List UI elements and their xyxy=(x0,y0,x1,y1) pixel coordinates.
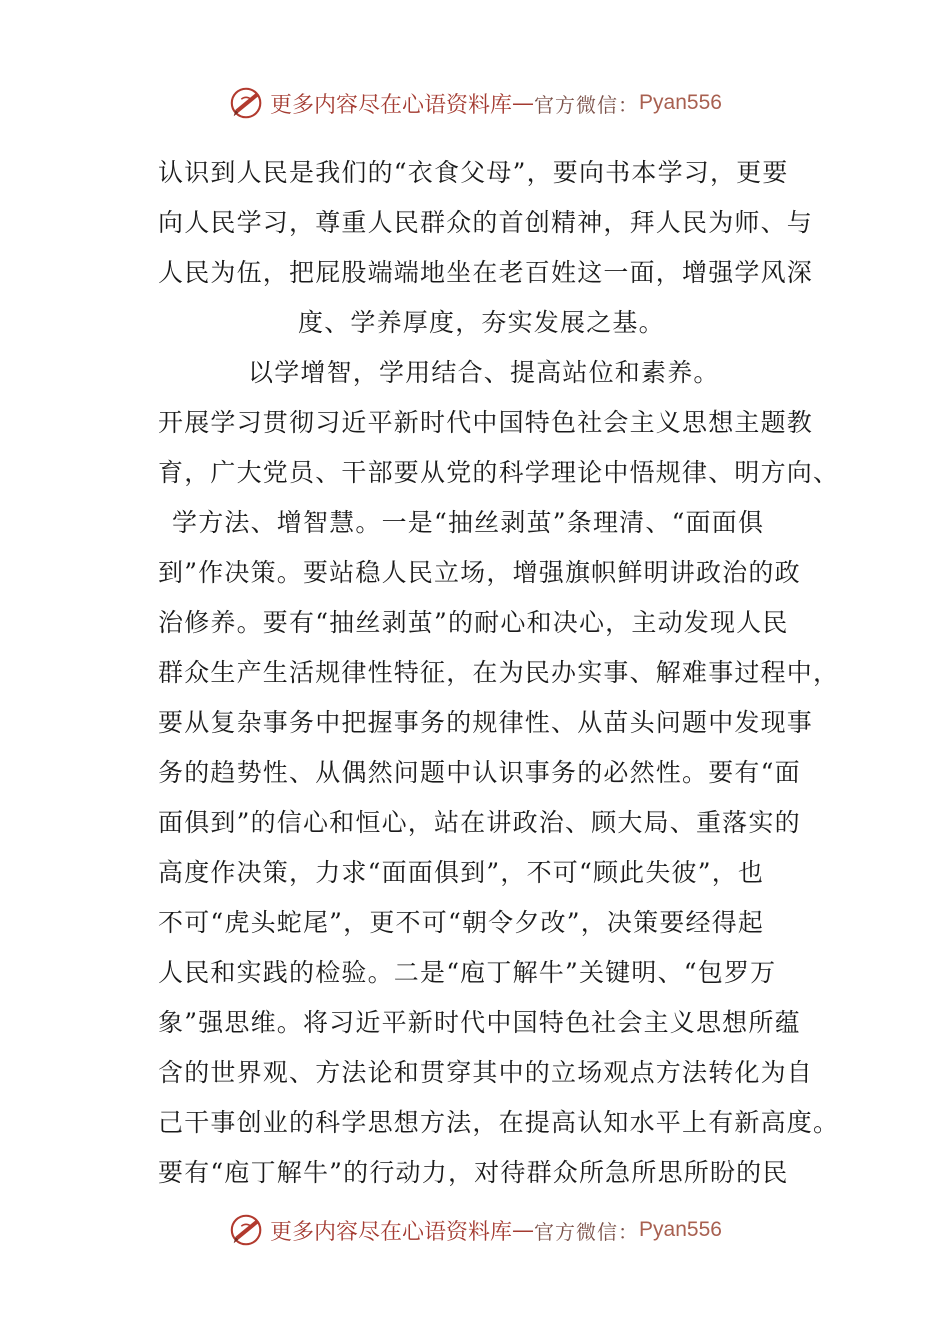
banner-office-label: 官方微信： xyxy=(534,92,640,117)
body-line: 开展学习贯彻习近平新时代中国特色社会主义思想主题教 xyxy=(158,408,814,437)
banner-wechat-id: Pyan556 xyxy=(639,91,722,114)
body-line: 人民和实践的检验。二是“庖丁解牛”关键明、“包罗万 xyxy=(158,958,777,987)
body-line: 到”作决策。要站稳人民立场，增强旗帜鲜明讲政治的政 xyxy=(158,558,801,587)
body-line: 高度作决策，力求“面面俱到”，不可“顾此失彼”，也 xyxy=(158,858,765,887)
banner-office-label: 官方微信： xyxy=(534,1219,640,1244)
body-line: 群众生产生活规律性特征，在为民办实事、解难事过程中， xyxy=(158,658,840,687)
body-line: 认识到人民是我们的“衣食父母”，要向书本学习，更要 xyxy=(158,158,789,187)
body-line: 要有“庖丁解牛”的行动力，对待群众所急所思所盼的民 xyxy=(158,1158,789,1187)
body-line: 育，广大党员、干部要从党的科学理论中悟规律、明方向、 xyxy=(158,458,840,487)
footer-banner xyxy=(0,1210,950,1250)
body-line: 人民为伍，把屁股端端地坐在老百姓这一面，增强学风深 xyxy=(158,258,814,287)
body-line: 要从复杂事务中把握事务的规律性、从苗头问题中发现事 xyxy=(158,708,814,737)
body-line: 不可“虎头蛇尾”，更不可“朝令夕改”，决策要经得起 xyxy=(158,908,765,937)
body-line: 向人民学习，尊重人民群众的首创精神，拜人民为师、与 xyxy=(158,208,814,237)
body-line: 学方法、增智慧。一是“抽丝剥茧”条理清、“面面俱 xyxy=(172,508,765,537)
banner-wechat-id: Pyan556 xyxy=(639,1218,722,1241)
body-line: 度、学养厚度，夯实发展之基。 xyxy=(298,308,665,337)
banner-brand: 更多内容尽在心语资料库 xyxy=(270,92,513,118)
document-body xyxy=(158,148,840,1198)
banner-dash: — xyxy=(512,1217,535,1243)
pen-logo-icon xyxy=(228,84,266,122)
banner-dash: — xyxy=(512,90,535,116)
pen-logo-icon xyxy=(228,1211,266,1249)
body-line: 治修养。要有“抽丝剥茧”的耐心和决心，主动发现人民 xyxy=(158,608,789,637)
body-line: 己干事创业的科学思想方法，在提高认知水平上有新高度。 xyxy=(158,1108,840,1137)
body-line: 象”强思维。将习近平新时代中国特色社会主义思想所蕴 xyxy=(158,1008,801,1037)
banner-brand: 更多内容尽在心语资料库 xyxy=(270,1219,513,1245)
body-line: 面俱到”的信心和恒心，站在讲政治、顾大局、重落实的 xyxy=(158,808,801,837)
header-banner xyxy=(0,83,950,123)
section-heading: 以学增智，学用结合、提高站位和素养。 xyxy=(248,358,720,387)
body-line: 务的趋势性、从偶然问题中认识事务的必然性。要有“面 xyxy=(158,758,801,787)
body-line: 含的世界观、方法论和贯穿其中的立场观点方法转化为自 xyxy=(158,1058,814,1087)
